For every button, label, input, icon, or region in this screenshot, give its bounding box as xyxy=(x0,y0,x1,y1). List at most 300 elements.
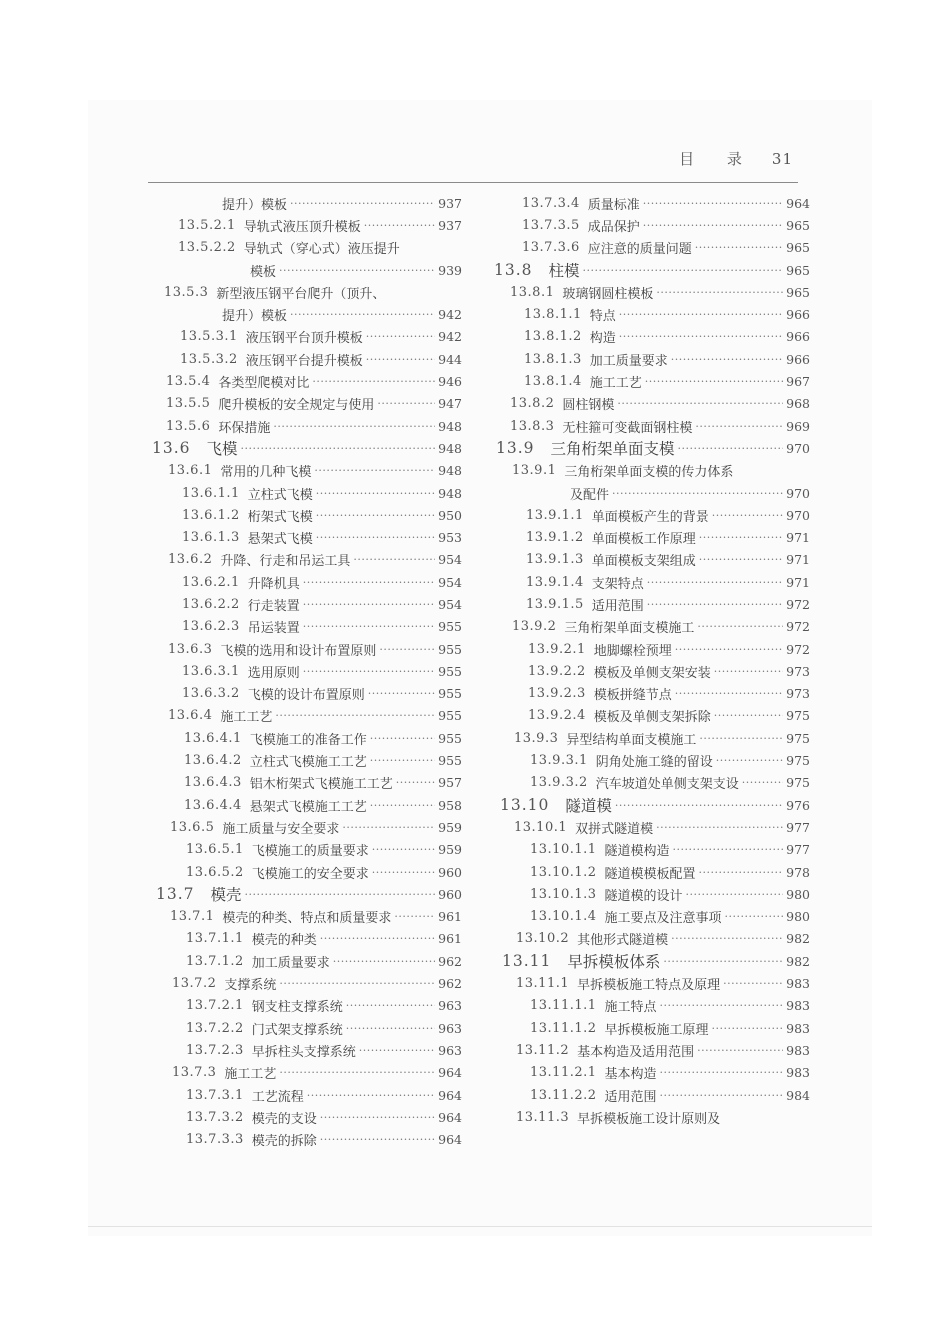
toc-entry-title: 施工质量与安全要求 xyxy=(222,821,340,837)
leader-dots xyxy=(695,241,783,254)
toc-entry-page: 970 xyxy=(786,507,810,523)
toc-entry-page: 966 xyxy=(786,329,810,345)
toc-entry-title: 三角桁架单面支模的传力体系 xyxy=(564,465,734,481)
toc-entry-page: 942 xyxy=(438,307,462,323)
toc-entry-title: 单面模板工作原理 xyxy=(591,532,696,548)
toc-entry-title: 悬架式飞模施工工艺 xyxy=(249,799,367,815)
toc-entry-number: 13.8.1 xyxy=(510,284,555,300)
toc-entry-page: 944 xyxy=(438,351,462,367)
leader-dots xyxy=(353,553,435,566)
toc-entry-number: 13.10.2 xyxy=(516,931,570,947)
toc-entry xyxy=(150,1062,462,1084)
leader-dots xyxy=(372,866,435,879)
page-edge-line xyxy=(88,1226,872,1227)
toc-entry-page: 954 xyxy=(438,552,462,568)
toc-entry-page: 966 xyxy=(786,307,810,323)
toc-entry xyxy=(150,192,462,214)
toc-entry-page: 973 xyxy=(786,686,810,702)
leader-dots xyxy=(303,598,435,611)
toc-entry xyxy=(492,593,810,615)
toc-entry xyxy=(492,549,810,571)
header-title: 目 录 xyxy=(679,150,756,168)
toc-entry-number: 13.11.2.2 xyxy=(530,1087,597,1103)
toc-entry-number: 13.7.3 xyxy=(172,1065,217,1081)
toc-entry-title: 飞模 xyxy=(206,440,238,459)
toc-entry xyxy=(150,393,462,415)
toc-entry-title: 双拼式隧道模 xyxy=(575,821,654,837)
toc-entry-page: 955 xyxy=(438,730,462,746)
toc-entry-number: 13.11.2.1 xyxy=(530,1065,597,1081)
leader-dots xyxy=(615,799,783,812)
leader-dots xyxy=(279,1066,435,1079)
toc-entry-page: 954 xyxy=(438,596,462,612)
toc-entry xyxy=(492,214,810,236)
toc-entry-number: 13.5.3 xyxy=(164,284,209,300)
toc-entry xyxy=(150,1039,462,1061)
toc-entry xyxy=(150,237,462,259)
toc-entry xyxy=(150,928,462,950)
leader-dots xyxy=(663,955,783,968)
toc-entry xyxy=(150,727,462,749)
leader-dots xyxy=(660,1066,784,1079)
toc-entry-number: 13.6.3.2 xyxy=(182,686,240,702)
toc-entry-page: 972 xyxy=(786,641,810,657)
toc-entry-title: 门式架支撑系统 xyxy=(251,1022,343,1038)
toc-entry-page: 965 xyxy=(786,262,810,278)
toc-entry-number: 13.11.3 xyxy=(516,1109,570,1125)
toc-entry-number: 13.9.1.2 xyxy=(526,530,584,546)
toc-entry-page: 983 xyxy=(786,998,810,1014)
toc-entry-page: 958 xyxy=(438,797,462,813)
toc-entry xyxy=(150,437,462,459)
toc-entry-page: 966 xyxy=(786,351,810,367)
toc-entry-page: 963 xyxy=(438,998,462,1014)
toc-entry-title: 导轨式液压顶升模板 xyxy=(243,219,361,235)
toc-entry-number: 13.5.6 xyxy=(166,418,211,434)
toc-entry xyxy=(492,415,810,437)
leader-dots xyxy=(333,955,435,968)
toc-entry-page: 977 xyxy=(786,842,810,858)
toc-entry xyxy=(150,504,462,526)
toc-entry-number: 13.10.1.1 xyxy=(530,842,597,858)
leader-dots xyxy=(699,732,783,745)
toc-entry xyxy=(150,281,462,303)
toc-entry-number: 13.10.1 xyxy=(514,819,568,835)
toc-entry-title: 提升）模板 xyxy=(222,197,288,213)
toc-entry-number: 13.5.2.2 xyxy=(178,240,236,256)
toc-entry-page: 968 xyxy=(786,396,810,412)
toc-entry xyxy=(492,526,810,548)
toc-entry-page: 975 xyxy=(786,708,810,724)
leader-dots xyxy=(712,509,783,522)
toc-entry xyxy=(492,638,810,660)
toc-entry xyxy=(150,616,462,638)
toc-entry-title: 飞模的选用和设计布置原则 xyxy=(220,643,377,659)
toc-entry-page: 980 xyxy=(786,909,810,925)
toc-entry-page: 976 xyxy=(786,797,810,813)
toc-entry-number: 13.6.3.1 xyxy=(182,663,240,679)
toc-entry-title: 模壳的拆除 xyxy=(251,1134,317,1150)
toc-entry-number: 13.10.1.3 xyxy=(530,886,597,902)
toc-entry-title: 基本构造 xyxy=(604,1067,657,1083)
toc-entry-page: 969 xyxy=(786,418,810,434)
toc-entry-title: 行走装置 xyxy=(247,598,300,614)
leader-dots xyxy=(643,219,783,232)
toc-entry-number: 13.5.3.2 xyxy=(180,351,238,367)
toc-entry-number: 13.7.3.6 xyxy=(522,240,580,256)
toc-entry xyxy=(150,415,462,437)
toc-entry-number: 13.6.5.1 xyxy=(186,842,244,858)
toc-entry xyxy=(492,861,810,883)
toc-entry-number: 13.6.4 xyxy=(168,708,213,724)
toc-entry xyxy=(492,370,810,392)
leader-dots xyxy=(346,999,435,1012)
toc-entry-number: 13.10.1.4 xyxy=(530,909,597,925)
leader-dots xyxy=(372,843,435,856)
toc-entry xyxy=(150,794,462,816)
leader-dots xyxy=(699,866,784,879)
toc-entry-page: 984 xyxy=(786,1087,810,1103)
toc-entry-title: 施工工艺 xyxy=(589,376,642,392)
leader-dots xyxy=(643,197,783,210)
toc-entry-title: 模板及单侧支架安装 xyxy=(593,665,711,681)
toc-entry-title: 阴角处施工缝的留设 xyxy=(595,755,713,771)
toc-entry-title: 施工工艺 xyxy=(224,1067,277,1083)
leader-dots xyxy=(671,353,783,366)
toc-entry-title: 飞模施工的质量要求 xyxy=(251,844,369,860)
leader-dots xyxy=(673,843,784,856)
toc-entry xyxy=(150,772,462,794)
toc-entry-number: 13.5.3.1 xyxy=(180,329,238,345)
toc-entry-title: 早拆柱头支撑系统 xyxy=(251,1044,356,1060)
toc-entry-number: 13.7.1.2 xyxy=(186,953,244,969)
toc-entry xyxy=(150,259,462,281)
toc-entry-page: 955 xyxy=(438,753,462,769)
toc-entry-page: 946 xyxy=(438,374,462,390)
leader-dots xyxy=(583,264,784,277)
toc-entry-title: 支架特点 xyxy=(591,576,644,592)
leader-dots xyxy=(660,1089,784,1102)
toc-entry-page: 978 xyxy=(786,864,810,880)
running-header xyxy=(0,148,793,170)
leader-dots xyxy=(699,553,783,566)
leader-dots xyxy=(379,643,435,656)
toc-entry xyxy=(150,995,462,1017)
toc-entry-number: 13.10 xyxy=(500,796,550,815)
toc-entry-title: 汽车坡道处单侧支架支设 xyxy=(595,777,739,793)
toc-entry xyxy=(150,460,462,482)
toc-entry-title: 成品保护 xyxy=(587,219,640,235)
toc-entry-title: 液压钢平台顶升模板 xyxy=(245,331,363,347)
toc-entry xyxy=(492,660,810,682)
toc-entry-number: 13.11.1 xyxy=(516,976,570,992)
leader-dots xyxy=(314,464,435,477)
toc-entry-page: 939 xyxy=(438,262,462,278)
toc-entry-title: 隧道模构造 xyxy=(604,844,670,860)
toc-entry-title: 加工质量要求 xyxy=(251,955,330,971)
leader-dots xyxy=(320,1133,435,1146)
toc-entry xyxy=(492,281,810,303)
toc-entry-page: 948 xyxy=(438,418,462,434)
toc-entry xyxy=(150,1128,462,1150)
toc-entry-number: 13.9 xyxy=(496,439,535,458)
toc-entry-number: 13.9.1.4 xyxy=(526,574,584,590)
leader-dots xyxy=(370,732,435,745)
toc-entry-title: 施工特点 xyxy=(604,1000,657,1016)
toc-entry-title: 环保措施 xyxy=(218,420,271,436)
toc-entry-number: 13.11.1.1 xyxy=(530,998,597,1014)
toc-entry-number: 13.6.2.1 xyxy=(182,574,240,590)
leader-dots xyxy=(279,977,435,990)
toc-entry-page: 948 xyxy=(438,440,462,456)
toc-entry-number: 13.6.4.4 xyxy=(184,797,242,813)
toc-entry xyxy=(492,1062,810,1084)
toc-entry-number: 13.9.1.5 xyxy=(526,596,584,612)
toc-entry-page: 950 xyxy=(438,507,462,523)
leader-dots xyxy=(342,821,435,834)
toc-entry xyxy=(492,950,810,972)
toc-entry-title: 立柱式飞模 xyxy=(247,487,313,503)
toc-entry-title: 钢支柱支撑系统 xyxy=(251,1000,343,1016)
toc-entry-number: 13.11.1.2 xyxy=(530,1020,597,1036)
toc-entry-number: 13.8.1.2 xyxy=(524,329,582,345)
header-rule xyxy=(148,182,798,183)
toc-entry-title: 吊运装置 xyxy=(247,621,300,637)
toc-entry-title: 隧道模模板配置 xyxy=(604,866,696,882)
leader-dots xyxy=(660,999,784,1012)
toc-entry-title: 早拆模板施工设计原则及 xyxy=(577,1111,721,1127)
toc-entry-number: 13.7.2.2 xyxy=(186,1020,244,1036)
toc-entry xyxy=(492,972,810,994)
leader-dots xyxy=(695,420,783,433)
toc-entry-title: 基本构造及适用范围 xyxy=(577,1044,695,1060)
leader-dots xyxy=(245,888,436,901)
toc-entry-title: 提升）模板 xyxy=(222,309,288,325)
toc-entry-title: 玻璃钢圆柱模板 xyxy=(562,286,654,302)
toc-entry-number: 13.9.3.1 xyxy=(530,753,588,769)
toc-entry-page: 965 xyxy=(786,217,810,233)
toc-entry-number: 13.8.3 xyxy=(510,418,555,434)
toc-entry xyxy=(150,1084,462,1106)
leader-dots xyxy=(364,219,435,232)
toc-entry-title: 早拆模板体系 xyxy=(567,953,661,972)
toc-entry-title: 模壳的种类 xyxy=(251,933,317,949)
leader-dots xyxy=(316,531,435,544)
toc-entry-title: 各类型爬模对比 xyxy=(218,376,310,392)
toc-entry-title: 飞模施工的准备工作 xyxy=(249,732,367,748)
toc-entry-number: 13.10.1.2 xyxy=(530,864,597,880)
page-number: 31 xyxy=(771,150,793,168)
toc-entry-page: 959 xyxy=(438,819,462,835)
toc-entry xyxy=(150,348,462,370)
toc-entry-title: 适用范围 xyxy=(591,598,644,614)
toc-entry-title: 模壳的支设 xyxy=(251,1111,317,1127)
toc-entry-title: 早拆模板施工特点及原理 xyxy=(577,978,721,994)
leader-dots xyxy=(279,264,435,277)
toc-entry xyxy=(492,749,810,771)
toc-entry-title: 模板 xyxy=(250,264,277,280)
toc-entry xyxy=(150,950,462,972)
toc-entry xyxy=(492,326,810,348)
toc-entry xyxy=(492,1084,810,1106)
toc-entry-number: 13.7.3.5 xyxy=(522,217,580,233)
leader-dots xyxy=(320,1111,435,1124)
toc-entry-page: 964 xyxy=(438,1087,462,1103)
toc-entry-page: 972 xyxy=(786,619,810,635)
toc-entry-number: 13.9.1.3 xyxy=(526,552,584,568)
toc-entry xyxy=(492,727,810,749)
toc-entry-number: 13.8 xyxy=(494,261,533,280)
toc-entry-page: 983 xyxy=(786,976,810,992)
toc-entry-number: 13.9.2.4 xyxy=(528,708,586,724)
toc-entry xyxy=(492,772,810,794)
toc-entry xyxy=(150,816,462,838)
toc-entry-title: 柱模 xyxy=(548,262,580,281)
toc-entry-page: 964 xyxy=(786,195,810,211)
toc-entry-title: 适用范围 xyxy=(604,1089,657,1105)
leader-dots xyxy=(370,754,435,767)
toc-entry xyxy=(150,906,462,928)
toc-entry-page: 983 xyxy=(786,1065,810,1081)
toc-entry xyxy=(492,1017,810,1039)
leader-dots xyxy=(716,754,783,767)
toc-entry-title: 三角桁架单面支模施工 xyxy=(564,621,695,637)
toc-entry-number: 13.6.2.2 xyxy=(182,596,240,612)
toc-entry-title: 构造 xyxy=(589,331,616,347)
toc-entry-page: 983 xyxy=(786,1042,810,1058)
toc-entry-title: 立柱式飞模施工工艺 xyxy=(249,755,367,771)
toc-entry xyxy=(492,460,810,482)
toc-entry xyxy=(492,1039,810,1061)
toc-entry-page: 975 xyxy=(786,775,810,791)
toc-entry-number: 13.7.2.3 xyxy=(186,1042,244,1058)
toc-entry-page: 964 xyxy=(438,1132,462,1148)
toc-entry-number: 13.7.2.1 xyxy=(186,998,244,1014)
toc-entry-title: 模壳的种类、特点和质量要求 xyxy=(222,911,392,927)
toc-entry-page: 942 xyxy=(438,329,462,345)
toc-entry-page: 948 xyxy=(438,485,462,501)
toc-entry-title: 爬升模板的安全规定与使用 xyxy=(218,398,375,414)
toc-entry-page: 971 xyxy=(786,530,810,546)
leader-dots xyxy=(312,375,435,388)
toc-entry-number: 13.6.1.1 xyxy=(182,485,240,501)
toc-entry-title: 支撑系统 xyxy=(224,978,277,994)
toc-entry-number: 13.8.2 xyxy=(510,396,555,412)
toc-entry-page: 983 xyxy=(786,1020,810,1036)
leader-dots xyxy=(394,910,435,923)
toc-entry xyxy=(150,839,462,861)
toc-entry-page: 970 xyxy=(786,485,810,501)
toc-entry xyxy=(150,482,462,504)
toc-entry xyxy=(150,683,462,705)
toc-entry-title: 模板及单侧支架拆除 xyxy=(593,710,711,726)
toc-entry-page: 955 xyxy=(438,619,462,635)
toc-entry-number: 13.7.3.4 xyxy=(522,195,580,211)
toc-entry xyxy=(492,482,810,504)
toc-entry-page: 963 xyxy=(438,1020,462,1036)
toc-entry-page: 955 xyxy=(438,641,462,657)
toc-entry-page: 948 xyxy=(438,463,462,479)
toc-entry-title: 施工要点及注意事项 xyxy=(604,911,722,927)
toc-entry-number: 13.9.2 xyxy=(512,619,557,635)
toc-entry xyxy=(150,638,462,660)
toc-entry-title: 质量标准 xyxy=(587,197,640,213)
leader-dots xyxy=(370,799,435,812)
toc-entry-page: 964 xyxy=(438,1109,462,1125)
toc-entry-title: 导轨式（穿心式）液压提升 xyxy=(243,242,400,258)
leader-dots xyxy=(619,330,783,343)
leader-dots xyxy=(346,1022,435,1035)
leader-dots xyxy=(307,1089,435,1102)
toc-entry-number: 13.9.2.2 xyxy=(528,663,586,679)
leader-dots xyxy=(377,397,435,410)
toc-entry-number: 13.5.4 xyxy=(166,374,211,390)
leader-dots xyxy=(303,665,435,678)
toc-entry xyxy=(150,326,462,348)
toc-entry xyxy=(492,928,810,950)
leader-dots xyxy=(617,397,783,410)
toc-entry-number: 13.7.1.1 xyxy=(186,931,244,947)
toc-entry xyxy=(492,995,810,1017)
toc-entry-number: 13.7.1 xyxy=(170,909,215,925)
toc-entry xyxy=(492,794,810,816)
toc-entry-page: 961 xyxy=(438,931,462,947)
toc-entry-title: 工艺流程 xyxy=(251,1089,304,1105)
toc-entry-page: 947 xyxy=(438,396,462,412)
toc-entry-page: 962 xyxy=(438,976,462,992)
toc-entry-page: 964 xyxy=(438,1065,462,1081)
toc-entry-number: 13.7 xyxy=(156,885,195,904)
toc-entry-number: 13.7.3.3 xyxy=(186,1132,244,1148)
toc-entry-page: 959 xyxy=(438,842,462,858)
toc-entry-page: 972 xyxy=(786,596,810,612)
leader-dots xyxy=(675,643,783,656)
toc-entry xyxy=(150,660,462,682)
leader-dots xyxy=(290,197,435,210)
toc-entry-page: 975 xyxy=(786,730,810,746)
toc-entry-page: 937 xyxy=(438,195,462,211)
toc-entry-title: 加工质量要求 xyxy=(589,353,668,369)
toc-entry-page: 960 xyxy=(438,864,462,880)
leader-dots xyxy=(290,308,435,321)
toc-entry-title: 特点 xyxy=(589,309,616,325)
toc-entry-title: 升降机具 xyxy=(247,576,300,592)
leader-dots xyxy=(742,776,783,789)
toc-entry xyxy=(492,348,810,370)
toc-entry-number: 13.7.3.2 xyxy=(186,1109,244,1125)
leader-dots xyxy=(316,509,435,522)
leader-dots xyxy=(396,776,435,789)
leader-dots xyxy=(699,531,783,544)
toc-entry-number: 13.6.1.2 xyxy=(182,507,240,523)
toc-entry xyxy=(150,749,462,771)
toc-entry-number: 13.8.1.3 xyxy=(524,351,582,367)
leader-dots xyxy=(275,709,435,722)
toc-entry-page: 955 xyxy=(438,708,462,724)
toc-entry-title: 常用的几种飞模 xyxy=(220,465,312,481)
toc-entry-title: 隧道模的设计 xyxy=(604,888,683,904)
toc-entry-page: 965 xyxy=(786,240,810,256)
toc-entry xyxy=(492,816,810,838)
toc-entry-number: 13.9.3.2 xyxy=(530,775,588,791)
leader-dots xyxy=(619,308,783,321)
toc-entry-number: 13.7.2 xyxy=(172,976,217,992)
leader-dots xyxy=(714,665,783,678)
toc-entry-page: 955 xyxy=(438,686,462,702)
toc-entry-title: 选用原则 xyxy=(247,665,300,681)
toc-entry xyxy=(492,683,810,705)
toc-entry-page: 960 xyxy=(438,886,462,902)
